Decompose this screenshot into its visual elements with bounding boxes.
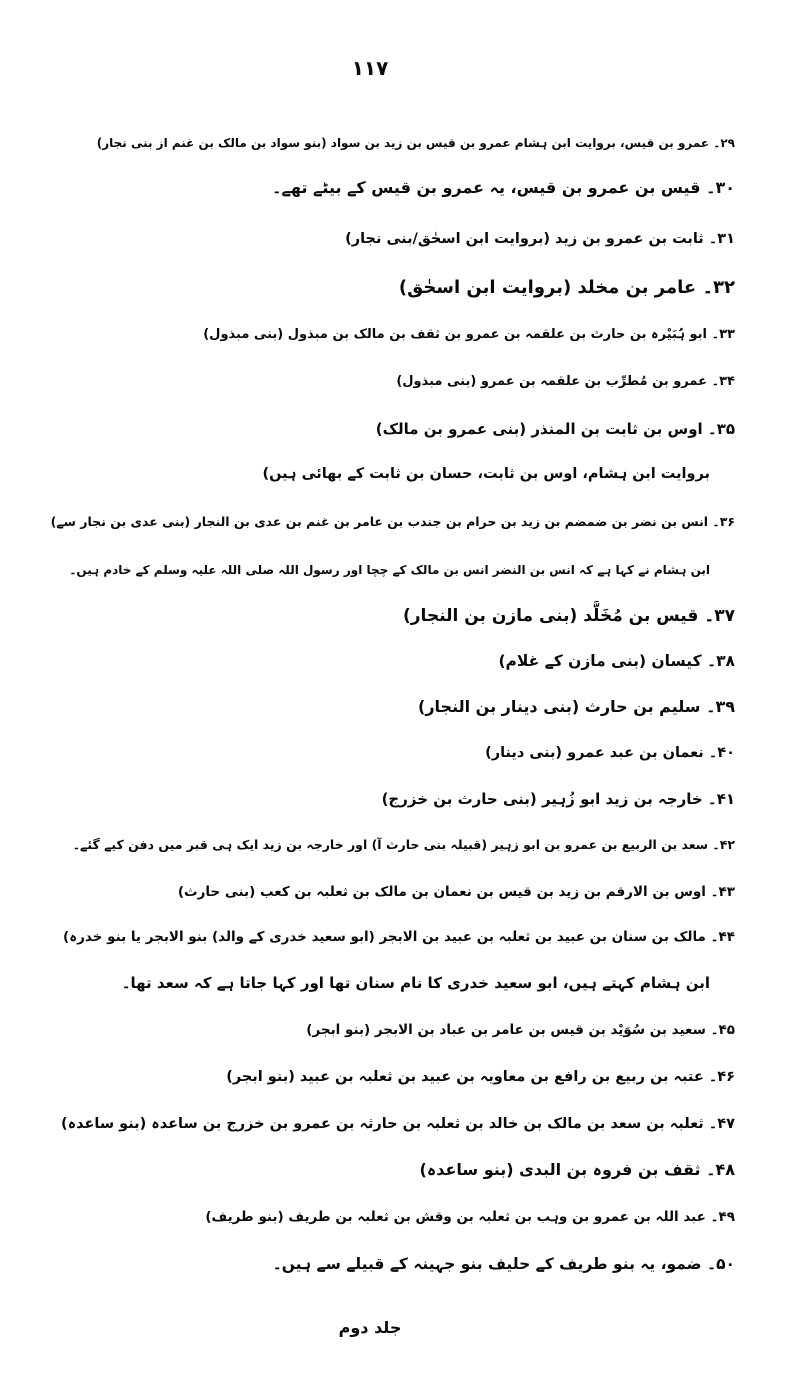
text-line: ۳۱۔ ثابت بن عمرو بن زید (بروایت ابن اسحٰق/بنی نجار) bbox=[345, 231, 735, 247]
text-line: ۴۹۔ عبد اللہ بن عمرو بن وہب بن ثعلبہ بن وقش بن ثعلبہ بن طریف (بنو طریف) bbox=[205, 1209, 735, 1225]
text-line: ۳۴۔ عمرو بن مُطرِّب بن علقمہ بن عمرو (بنی مبذول) bbox=[396, 374, 735, 389]
text-line: ۴۸۔ ثقف بن فروہ بن البدی (بنو ساعدہ) bbox=[419, 1160, 735, 1179]
text-line: ۴۳۔ اوس بن الارقم بن زید بن قیس بن نعمان بن مالک بن ثعلبہ بن کعب (بنی حارث) bbox=[177, 884, 735, 900]
text-line: ۳۵۔ اوس بن ثابت بن المنذر (بنی عمرو بن مالک) bbox=[375, 420, 735, 438]
text-line: ۴۱۔ خارجہ بن زید ابو زُہیر (بنی حارث بن خزرج) bbox=[381, 790, 735, 808]
text-line: بروایت ابن ہشام، اوس بن ثابت، حسان بن ثابت کے بھائی ہیں) bbox=[262, 466, 710, 482]
text-line: ۴۵۔ سعید بن سُوَیْد بن قیس بن عامر بن عباد بن الابجر (بنو ابجر) bbox=[306, 1022, 735, 1038]
text-line: ۴۶۔ عتبہ بن ربیع بن رافع بن معاویہ بن عبید بن ثعلبہ بن عبید (بنو ابجر) bbox=[226, 1069, 735, 1085]
page-number: ۱۱۷ bbox=[351, 56, 389, 80]
text-line: ۳۷۔ قیس بن مُخَلَّد (بنی مازن بن النجار) bbox=[403, 606, 735, 626]
text-line: ۵۰۔ ضمو، یہ بنو طریف کے حلیف بنو جہینہ کے قبیلے سے ہیں۔ bbox=[272, 1255, 735, 1273]
text-line: ۲۹۔ عمرو بن قیس، بروایت ابن ہشام عمرو بن قیس بن زید بن سواد (بنو سواد بن مالک بن غنم از بنی نجار) bbox=[96, 136, 735, 150]
text-line: ۳۳۔ ابو ہُبَیْرہ بن حارث بن علقمہ بن عمرو بن ثقف بن مالک بن مبذول (بنی مبذول) bbox=[203, 327, 735, 342]
text-line: ۴۴۔ مالک بن سنان بن عبید بن ثعلبہ بن عبید بن الابجر (ابو سعید خدری کے والد) بنو الابجر یا بنو خدرہ) bbox=[63, 929, 735, 945]
text-line: ۴۲۔ سعد بن الربیع بن عمرو بن ابو زہیر (قبیلہ بنی حارث آ) اور خارجہ بن زید ایک ہی قبر میں دفن کیے گئے۔ bbox=[72, 837, 735, 852]
text-line: ۳۸۔ کیسان (بنی مازن کے غلام) bbox=[498, 652, 735, 670]
text-line: ۳۰۔ قیس بن عمرو بن قیس، یہ عمرو بن قیس کے بیٹے تھے۔ bbox=[272, 178, 735, 197]
text-line: ابن ہشام نے کہا ہے کہ انس بن النضر انس بن مالک کے چچا اور رسول اللہ صلی اللہ علیہ وسلم کے خادم ہیں۔ bbox=[69, 563, 710, 577]
text-line: ۳۶۔ انس بن نضر بن ضمضم بن زید بن حرام بن جندب بن عامر بن غنم بن عدی بن النجار (بنی عدی بن نجار سے) bbox=[50, 514, 735, 529]
text-line: ۴۷۔ ثعلبہ بن سعد بن مالک بن خالد بن ثعلبہ بن حارثہ بن عمرو بن خزرج بن ساعدہ (بنو ساعدہ) bbox=[60, 1116, 735, 1132]
text-line: ابن ہشام کہتے ہیں، ابو سعید خدری کا نام سنان تھا اور کہا جاتا ہے کہ سعد تھا۔ bbox=[121, 974, 710, 992]
footer-volume-label: جلد دوم bbox=[338, 1318, 402, 1337]
text-line: ۳۲۔ عامر بن مخلد (بروایت ابن اسحٰق) bbox=[398, 277, 735, 298]
text-line: ۳۹۔ سلیم بن حارث (بنی دینار بن النجار) bbox=[418, 697, 735, 716]
text-line: ۴۰۔ نعمان بن عبد عمرو (بنی دینار) bbox=[485, 745, 735, 761]
